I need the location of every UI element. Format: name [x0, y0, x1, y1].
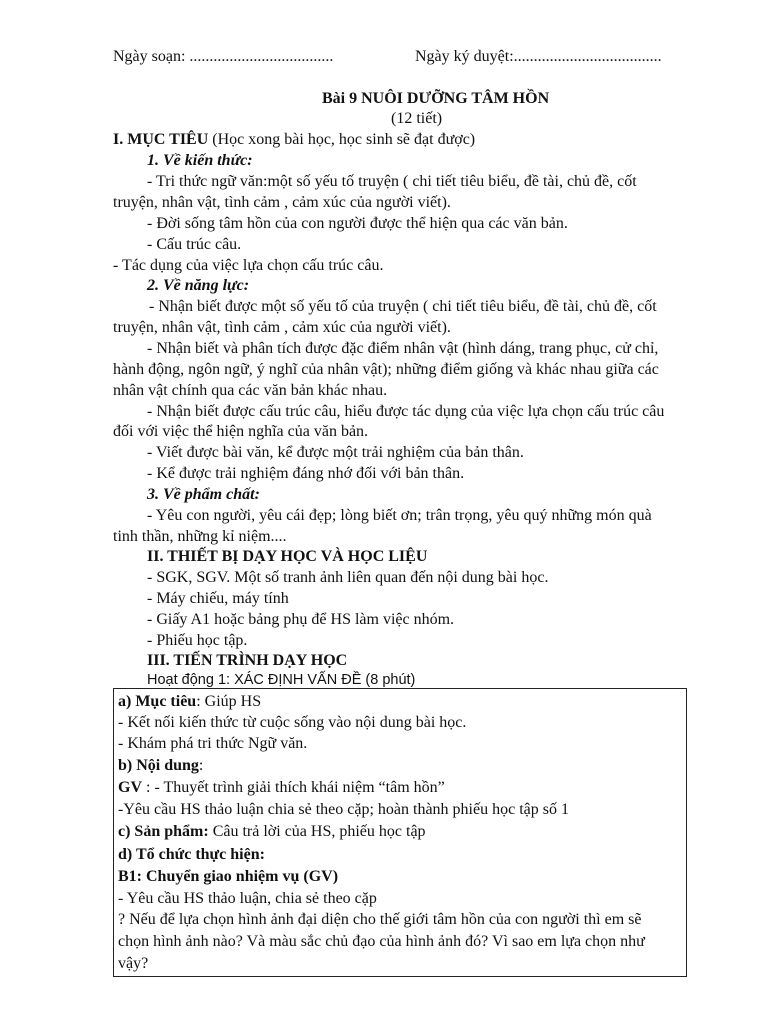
gv-label: GV	[118, 779, 142, 796]
gv-text: : - Thuyết trình giải thích khái niệm “tâm hồn”	[142, 779, 445, 796]
kien-thuc-line: - Tri thức ngữ văn:một số yếu tố truyện ( chi tiết tiêu biểu, đề tài, chủ đề, cốt	[147, 173, 637, 190]
section-2-line: - Phiếu học tập.	[147, 632, 248, 649]
yeu-cau-line: -Yêu cầu HS thảo luận chia sẻ theo cặp; hoàn thành phiếu học tập số 1	[118, 801, 569, 818]
kien-thuc-line: - Cấu trúc câu.	[147, 236, 242, 253]
nang-luc-heading: 2. Về năng lực:	[147, 277, 250, 294]
nang-luc-line: - Kể được trải nghiệm đáng nhớ đối với bản thân.	[147, 465, 465, 482]
noi-dung-label: b) Nội dung	[118, 757, 199, 774]
pham-chat-line: - Yêu con người, yêu cái đẹp; lòng biết ơn; trân trọng, yêu quý những món quà	[147, 507, 652, 524]
noi-dung-line	[118, 756, 203, 776]
lesson-title: Bài 9 NUÔI DƯỠNG TÂM HỒN	[322, 90, 550, 107]
muc-tieu-line	[118, 692, 261, 712]
section-3-heading: III. TIẾN TRÌNH DẠY HỌC	[147, 652, 348, 669]
san-pham-line	[118, 822, 426, 842]
section-1-heading	[113, 130, 475, 150]
ngay-soan: Ngày soạn: ....................................	[113, 48, 334, 65]
nang-luc-line: truyện, nhân vật, tình cảm , cảm xúc của người viết).	[113, 319, 451, 336]
kien-thuc-line: truyện, nhân vật, tình cảm , cảm xúc của người viết).	[113, 194, 451, 211]
nang-luc-line: - Viết được bài văn, kể được một trải nghiệm của bản thân.	[147, 444, 524, 461]
muc-tieu-label: a) Mục tiêu	[118, 693, 197, 710]
muc-tieu-item: - Kết nối kiến thức từ cuộc sống vào nội dung bài học.	[118, 714, 467, 731]
to-chuc-heading: d) Tổ chức thực hiện:	[118, 846, 265, 863]
section-2-line: - SGK, SGV. Một số tranh ảnh liên quan đến nội dung bài học.	[147, 569, 549, 586]
section-2-line: - Máy chiếu, máy tính	[147, 590, 289, 607]
gv-line	[118, 778, 445, 798]
b1-line: ? Nếu để lựa chọn hình ảnh đại diện cho thế giới tâm hồn của con người thì em sẽ	[118, 911, 642, 928]
kien-thuc-line: - Đời sống tâm hồn của con người được thể hiện qua các văn bản.	[147, 215, 568, 232]
kien-thuc-line: - Tác dụng của việc lựa chọn cấu trúc câu.	[113, 257, 384, 274]
nang-luc-line: - Nhận biết được cấu trúc câu, hiểu được tác dụng của việc lựa chọn cấu trúc câu	[147, 403, 665, 420]
nang-luc-line: nhân vật chính qua các văn bản khác nhau.	[113, 382, 388, 399]
section-1-note: (Học xong bài học, học sinh sẽ đạt được)	[208, 131, 476, 148]
san-pham-label: c) Sản phẩm:	[118, 823, 209, 840]
b1-heading: B1: Chuyển giao nhiệm vụ (GV)	[118, 868, 339, 885]
activity-heading: Hoạt động 1: XÁC ĐỊNH VẤN ĐỀ (8 phút)	[147, 672, 416, 688]
muc-tieu-value: : Giúp HS	[196, 693, 262, 710]
b1-line: - Yêu cầu HS thảo luận, chia sẻ theo cặp	[118, 890, 377, 907]
section-2-line: - Giấy A1 hoặc bảng phụ để HS làm việc nhóm.	[147, 611, 455, 628]
pham-chat-line: tinh thần, những kỉ niệm....	[113, 528, 287, 545]
nang-luc-line: đối với việc thể hiện nghĩa của văn bản.	[113, 423, 369, 440]
lesson-duration: (12 tiết)	[391, 110, 443, 127]
nang-luc-line: - Nhận biết và phân tích được đặc điểm nhân vật (hình dáng, trang phục, cử chỉ,	[147, 340, 659, 357]
b1-line: vậy?	[118, 955, 149, 972]
nang-luc-line: - Nhận biết được một số yếu tố của truyện ( chi tiết tiêu biểu, đề tài, chủ đề, cốt	[149, 298, 657, 315]
san-pham-text: Câu trả lời của HS, phiếu học tập	[208, 823, 426, 840]
kien-thuc-heading: 1. Về kiến thức:	[147, 152, 253, 169]
muc-tieu-item: - Khám phá tri thức Ngữ văn.	[118, 735, 308, 752]
b1-line: chọn hình ảnh nào? Và màu sắc chủ đạo của hình ảnh đó? Vì sao em lựa chọn như	[118, 933, 645, 950]
section-2-heading: II. THIẾT BỊ DẠY HỌC VÀ HỌC LIỆU	[147, 548, 428, 565]
ngay-ky-duyet: Ngày ký duyệt:.....................................	[415, 48, 662, 65]
nang-luc-line: hành động, ngôn ngữ, ý nghĩ của nhân vật); những điểm giống và khác nhau giữa các	[113, 361, 659, 378]
section-1-title: I. MỤC TIÊU	[113, 131, 209, 148]
pham-chat-heading: 3. Về phẩm chất:	[147, 486, 260, 503]
noi-dung-colon: :	[198, 757, 204, 774]
